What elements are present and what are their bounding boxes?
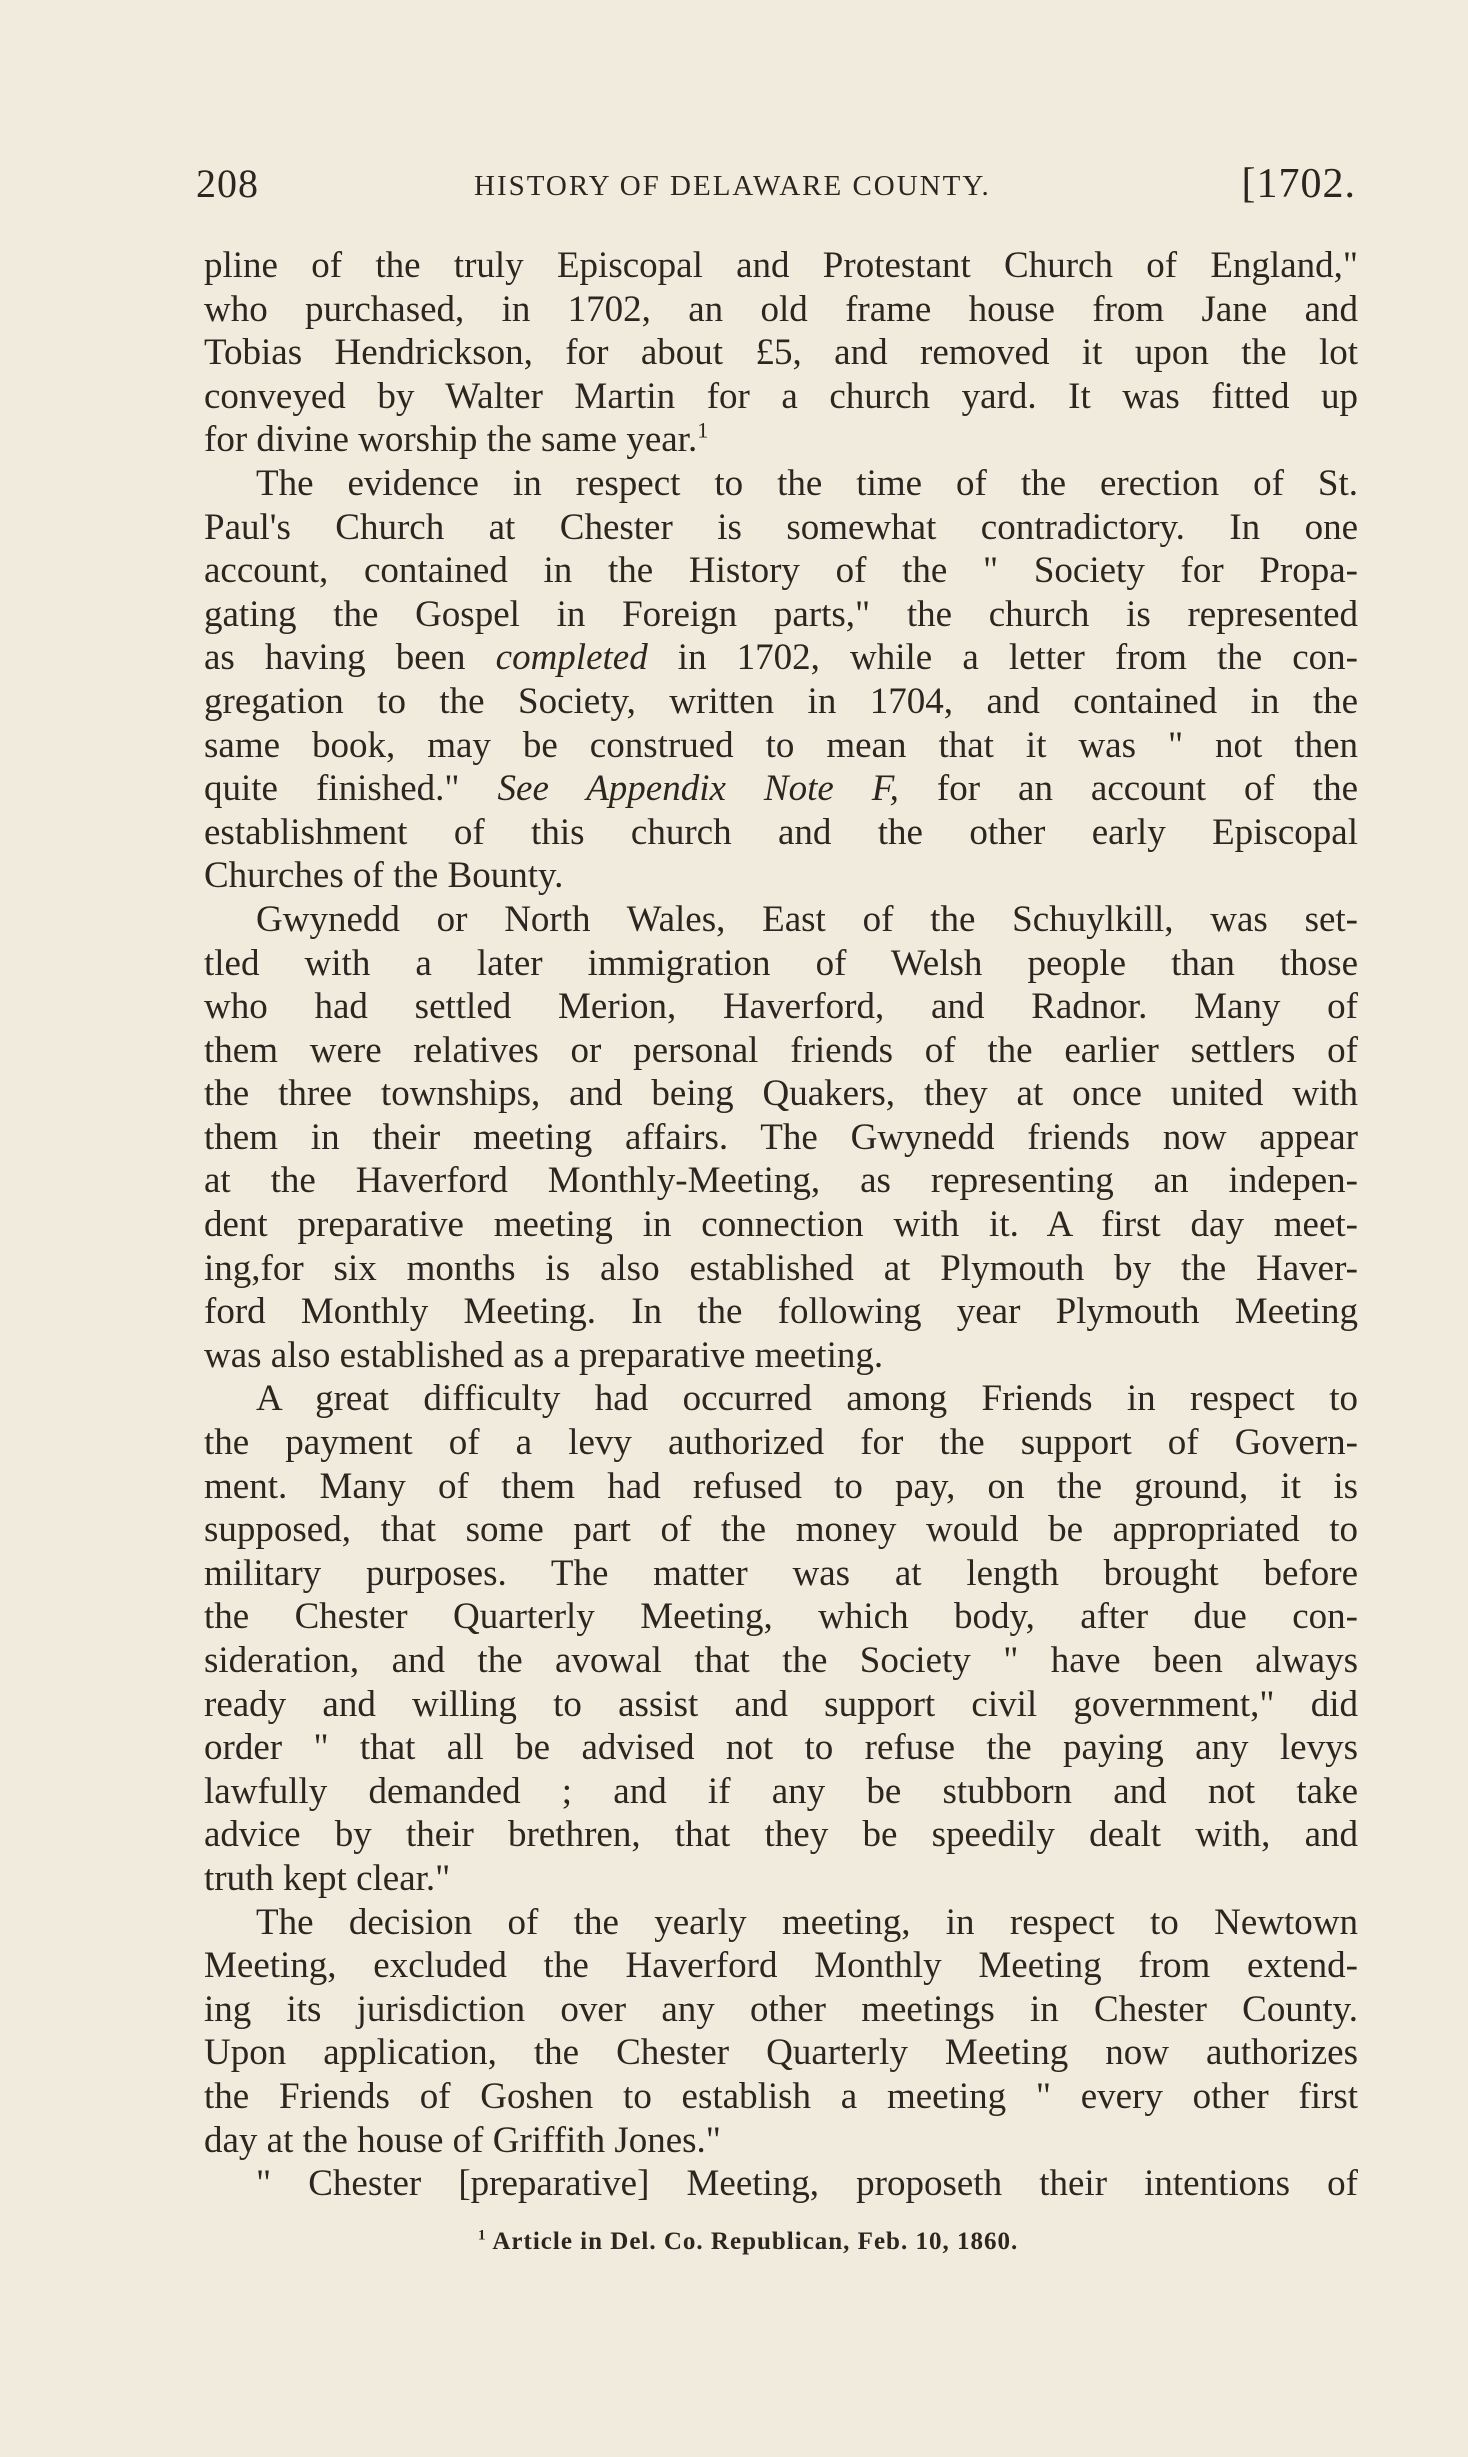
- text-line: the Friends of Goshen to establish a meeting " every other first: [204, 2075, 1358, 2117]
- year-mark: [1702.: [1241, 161, 1356, 207]
- text-line: establishment of this church and the other early Episcopal: [204, 811, 1358, 853]
- text-line: The evidence in respect to the time of the erection of St.: [256, 462, 1358, 504]
- text-line: Gwynedd or North Wales, East of the Schuylkill, was set-: [256, 898, 1358, 940]
- footnote-text: Article in Del. Co. Republican, Feb. 10, 1860.: [486, 2228, 1019, 2255]
- text-line: truth kept clear.": [204, 1857, 451, 1899]
- text-segment: quite finished.": [204, 768, 498, 810]
- text-line: ment. Many of them had refused to pay, on the ground, it is: [204, 1465, 1358, 1507]
- text-line: ing its jurisdiction over any other meetings in Chester County.: [204, 1988, 1358, 2030]
- text-line: at the Haverford Monthly-Meeting, as representing an indepen-: [204, 1160, 1358, 1202]
- footnote-reference: 1: [697, 418, 709, 444]
- text-line: Meeting, excluded the Haverford Monthly Meeting from extend-: [204, 1945, 1358, 1987]
- text-segment: in 1702, while a letter from the con-: [647, 637, 1358, 679]
- text-line: same book, may be construed to mean that it was " not then: [204, 724, 1358, 766]
- text-line: military purposes. The matter was at length brought before: [204, 1552, 1358, 1594]
- text-segment: as having been: [204, 637, 496, 679]
- text-line: advice by their brethren, that they be speedily dealt with, and: [204, 1814, 1358, 1856]
- text-line: the three townships, and being Quakers, they at once united with: [204, 1073, 1358, 1115]
- text-line: Churches of the Bounty.: [204, 855, 564, 897]
- text-line: order " that all be advised not to refuse the paying any levys: [204, 1727, 1358, 1769]
- italic-segment: See Appendix Note F,: [497, 768, 899, 810]
- text-segment: for divine worship the same year.: [204, 419, 698, 461]
- text-line: [204, 767, 1358, 811]
- text-line: tled with a later immigration of Welsh people than those: [204, 942, 1358, 984]
- body-text: [204, 244, 1358, 2206]
- text-line: ing,for six months is also established at Plymouth by the Haver-: [204, 1247, 1358, 1289]
- text-line: dent preparative meeting in connection with it. A first day meet-: [204, 1204, 1358, 1246]
- text-line: Upon application, the Chester Quarterly Meeting now authorizes: [204, 2032, 1358, 2074]
- text-line: sideration, and the avowal that the Society " have been always: [204, 1640, 1358, 1681]
- text-line: [204, 418, 1358, 462]
- text-line: them in their meeting affairs. The Gwynedd friends now appear: [204, 1116, 1358, 1158]
- text-line: ford Monthly Meeting. In the following year Plymouth Meeting: [204, 1291, 1358, 1333]
- text-line: who had settled Merion, Haverford, and Radnor. Many of: [204, 986, 1358, 1028]
- text-line: ready and willing to assist and support civil government," did: [204, 1683, 1358, 1725]
- text-line: supposed, that some part of the money would be appropriated to: [204, 1509, 1358, 1551]
- text-line: who purchased, in 1702, an old frame house from Jane and: [204, 288, 1358, 330]
- text-line: lawfully demanded ; and if any be stubborn and not take: [204, 1770, 1358, 1812]
- text-line: [204, 636, 1358, 680]
- text-line: the Chester Quarterly Meeting, which body, after due con-: [204, 1596, 1358, 1638]
- text-line: " Chester [preparative] Meeting, proposeth their intentions of: [256, 2163, 1358, 2205]
- text-segment: for an account of the: [898, 768, 1358, 810]
- text-line: conveyed by Walter Martin for a church yard. It was fitted up: [204, 375, 1358, 417]
- text-line: Paul's Church at Chester is somewhat contradictory. In one: [204, 506, 1358, 548]
- text-line: The decision of the yearly meeting, in respect to Newtown: [256, 1901, 1358, 1943]
- text-line: pline of the truly Episcopal and Protestant Church of England,": [204, 245, 1358, 286]
- footnote: [478, 2228, 1018, 2256]
- text-line: account, contained in the History of the " Society for Propa-: [204, 550, 1358, 592]
- text-line: Tobias Hendrickson, for about £5, and removed it upon the lot: [204, 332, 1358, 374]
- footnote-marker: 1: [478, 2227, 487, 2244]
- text-line: the payment of a levy authorized for the support of Govern-: [204, 1422, 1358, 1464]
- italic-segment: completed: [495, 637, 648, 679]
- text-line: gating the Gospel in Foreign parts," the church is represented: [204, 593, 1358, 635]
- text-line: gregation to the Society, written in 1704, and contained in the: [204, 680, 1358, 722]
- text-line: was also established as a preparative meeting.: [204, 1334, 884, 1376]
- page-number: 208: [196, 161, 259, 206]
- page-header: [196, 160, 1356, 220]
- text-line: them were relatives or personal friends of the earlier settlers of: [204, 1029, 1358, 1071]
- running-title: HISTORY OF DELAWARE COUNTY.: [474, 170, 991, 202]
- text-line: day at the house of Griffith Jones.": [204, 2119, 721, 2161]
- text-line: A great difficulty had occurred among Friends in respect to: [256, 1378, 1358, 1420]
